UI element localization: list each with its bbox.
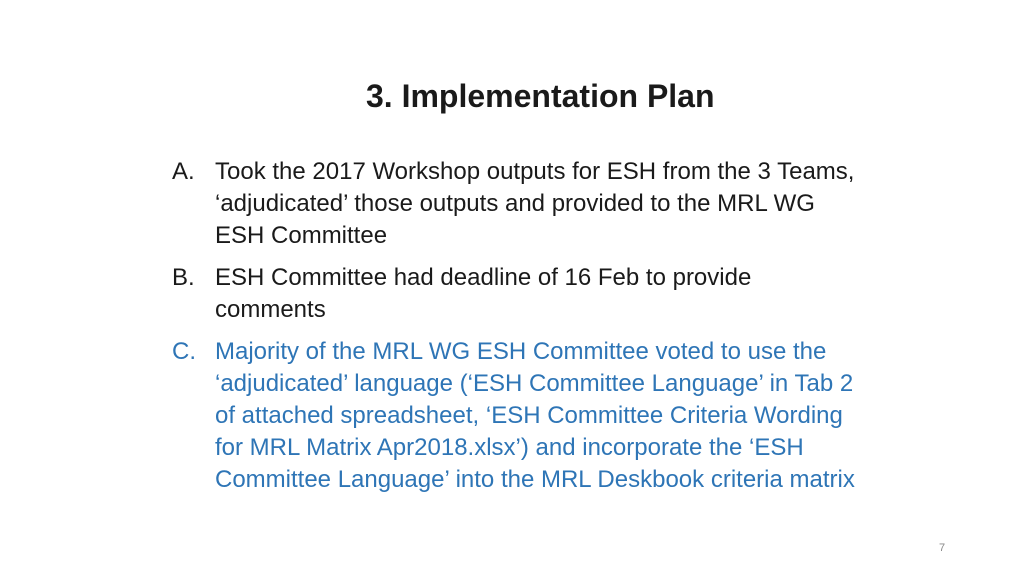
list-marker-b: B. <box>172 264 195 291</box>
list-item-c <box>172 336 862 496</box>
implementation-list <box>172 156 862 506</box>
list-text-a: Took the 2017 Workshop outputs for ESH from the 3 Teams, ‘adjudicated’ those outputs and provided to the MRL WG ESH Committee <box>215 158 855 249</box>
page-number: 7 <box>938 542 946 554</box>
slide-title: 3. Implementation Plan <box>366 78 715 114</box>
list-marker-c: C. <box>172 338 196 365</box>
list-marker-a: A. <box>172 158 195 185</box>
list-item-b <box>172 262 862 326</box>
list-item-a <box>172 156 862 252</box>
list-text-b: ESH Committee had deadline of 16 Feb to provide comments <box>215 264 752 323</box>
list-text-c: Majority of the MRL WG ESH Committee voted to use the ‘adjudicated’ language (‘ESH Committee Language’ in Tab 2 of attached spreadsheet, ‘ESH Committee Criteria Wording for MRL Matrix Apr2018.xlsx’) and incorporate the ‘ESH Committee Language’ into the MRL Deskbook criteria matrix <box>215 338 855 493</box>
